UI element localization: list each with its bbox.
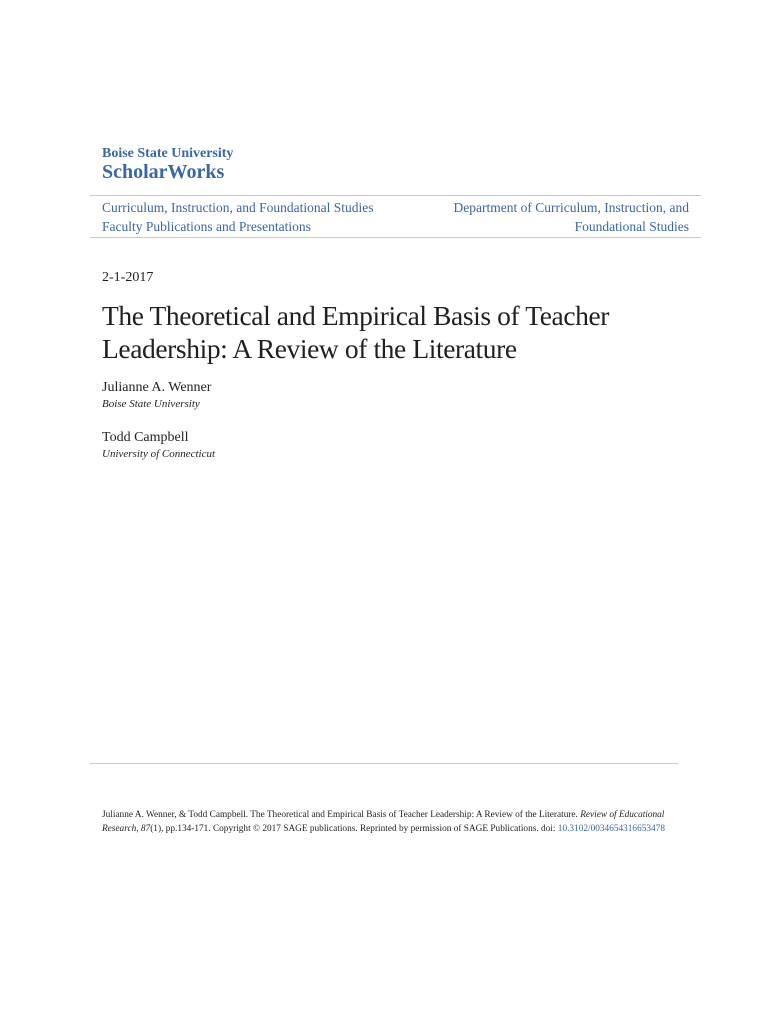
collection-link-left-2[interactable]: Faculty Publications and Presentations xyxy=(102,219,311,234)
author-affiliation: University of Connecticut xyxy=(102,448,216,460)
citation-journal: Review of Educational Research xyxy=(102,810,665,834)
author-2 xyxy=(102,430,215,460)
title-line-1: The Theoretical and Empirical Basis of Teacher xyxy=(102,300,610,331)
divider-middle xyxy=(90,237,701,238)
citation-text: Julianne A. Wenner, & Todd Campbell. The Theoretical and Empirical Basis of Teacher Leadership: A Review of the Literature. xyxy=(102,810,581,820)
institution-name: Boise State University xyxy=(102,146,234,161)
divider-footer xyxy=(90,763,678,764)
collection-link-right-1[interactable]: Department of Curriculum, Instruction, and xyxy=(453,200,689,215)
citation-details: (1), pp.134-171. Copyright © 2017 SAGE publications. Reprinted by permission of SAGE Publications. doi: xyxy=(150,824,558,834)
publication-date: 2-1-2017 xyxy=(102,270,154,285)
title-line-2: Leadership: A Review of the Literature xyxy=(102,333,517,364)
divider-top xyxy=(90,195,701,196)
citation-doi-link[interactable]: 10.3102/0034654316653478 xyxy=(557,824,665,834)
author-name: Todd Campbell xyxy=(102,430,189,445)
citation xyxy=(102,808,682,836)
document-title xyxy=(102,299,702,365)
collection-link-right-2[interactable]: Foundational Studies xyxy=(574,219,689,234)
author-affiliation: Boise State University xyxy=(102,398,200,410)
citation-volume: 87 xyxy=(140,824,151,834)
author-1 xyxy=(102,380,211,410)
collection-link-left-1[interactable]: Curriculum, Instruction, and Foundational Studies xyxy=(102,200,374,215)
author-name: Julianne A. Wenner xyxy=(102,380,212,395)
collection-left xyxy=(102,198,373,236)
collection-right xyxy=(454,198,689,236)
citation-separator: , xyxy=(136,824,141,834)
repository-name[interactable]: ScholarWorks xyxy=(102,161,225,183)
